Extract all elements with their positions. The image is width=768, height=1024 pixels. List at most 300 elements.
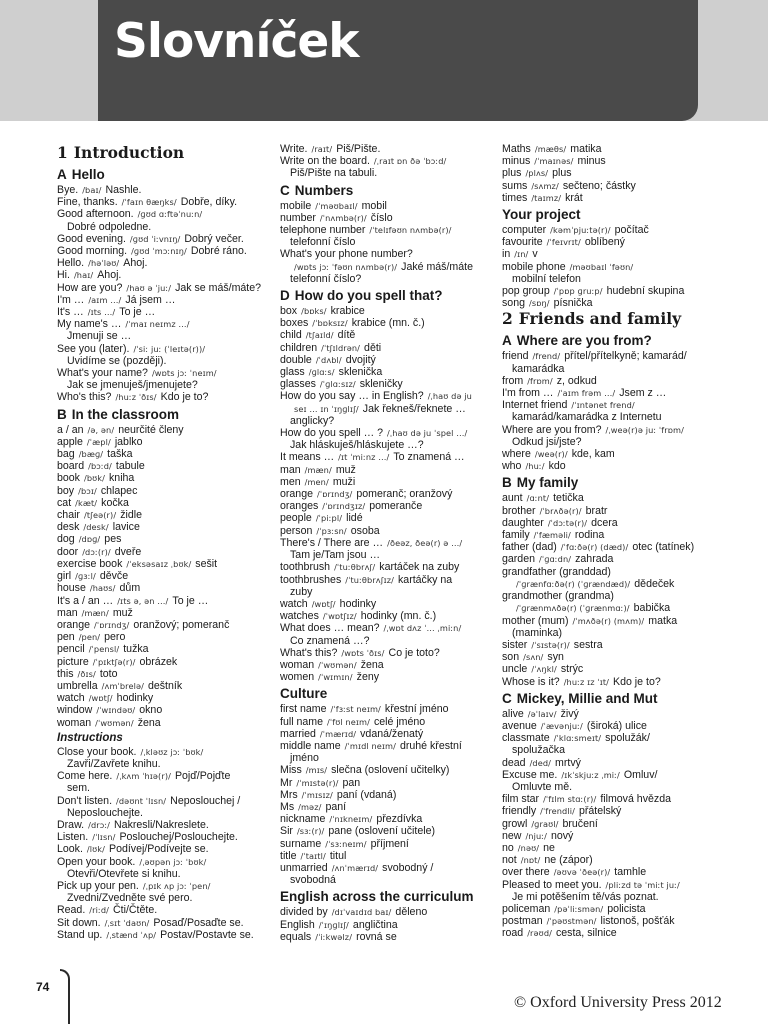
phonetic-transcription: /ˈɡɑːdn/ [539, 554, 572, 565]
glossary-entry [502, 460, 737, 472]
glossary-entry [502, 578, 737, 590]
phonetic-transcription: /məz/ [298, 801, 322, 812]
czech-translation: To je … [119, 306, 156, 319]
glossary-entry [57, 306, 273, 318]
glossary-entry [57, 656, 273, 668]
english-term: title [280, 849, 297, 862]
glossary-entry [502, 566, 737, 578]
czech-translation: spolužák/ [605, 732, 650, 745]
unit-title: Friends and family [518, 309, 682, 329]
czech-translation: Dobré ráno. [190, 245, 247, 258]
glossary-column-1 [57, 143, 273, 941]
phonetic-transcription: /ɪkˈskjuːz ˌmiː/ [561, 769, 620, 780]
english-term: alive [502, 707, 524, 720]
czech-translation: krabice (mn. č.) [351, 317, 425, 330]
czech-translation: muž [335, 463, 356, 476]
czech-translation: chlapec [100, 484, 138, 497]
glossary-entry [57, 717, 273, 729]
phonetic-transcription: /haɪ/ [73, 270, 94, 281]
czech-translation: děleno [395, 906, 428, 919]
english-term: number [280, 211, 316, 224]
section-title: Your project [502, 207, 581, 223]
english-term: orange [280, 488, 313, 501]
phonetic-transcription: /desk/ [83, 522, 109, 533]
english-term: My name's … [57, 318, 122, 331]
english-term: Read. [57, 904, 86, 917]
phonetic-transcription: /mæn/ [304, 464, 332, 475]
czech-translation: osoba [350, 524, 380, 537]
czech-translation: taška [107, 448, 133, 461]
page-number: 74 [36, 980, 50, 994]
phonetic-transcription: /ˈwɪmɪn/ [318, 672, 353, 683]
phonetic-transcription: /ʌmˈbrelə/ [101, 680, 144, 691]
english-term: Open your book. [57, 855, 136, 868]
phonetic-transcription: /frɒm/ [527, 375, 553, 386]
english-term: It means … [280, 451, 335, 464]
glossary-entry [502, 248, 737, 260]
english-term: no [502, 841, 514, 854]
phonetic-transcription: /ˈæpl/ [86, 436, 111, 447]
czech-translation: Poslouchej/Poslouchejte. [119, 831, 238, 844]
entry-continuation: anglicky? [290, 414, 335, 427]
english-term: It's … [57, 306, 84, 319]
czech-translation: hodinky [116, 692, 154, 705]
czech-translation: pane (oslovení učitele) [328, 825, 435, 838]
phonetic-transcription: /huːz ɪz ˈɪt/ [563, 676, 610, 687]
section-title: How do you spell that? [294, 288, 443, 304]
english-term: Don't listen. [57, 794, 113, 807]
czech-translation: Ahoj. [97, 269, 122, 282]
czech-translation: židle [120, 509, 142, 522]
glossary-entry [502, 492, 737, 504]
glossary-entry [57, 367, 273, 379]
phonetic-transcription: /ɡraʊl/ [531, 818, 559, 829]
english-term: song [502, 297, 525, 310]
english-term: grandfather (granddad) [502, 565, 611, 578]
glossary-entry [280, 427, 495, 439]
glossary-entry [502, 553, 737, 565]
english-term: pencil [57, 643, 85, 656]
czech-translation: Čti/Čtěte. [113, 904, 158, 917]
czech-translation: policista [607, 902, 646, 915]
entry-continuation: Jak hláskuješ/hláskujete …? [290, 439, 424, 452]
english-term: computer [502, 224, 547, 237]
phonetic-transcription: /riːd/ [89, 905, 109, 916]
section-title: Where are you from? [516, 333, 652, 349]
phonetic-transcription: /ˌhaʊ də ju ˈspel …/ [387, 428, 468, 439]
phonetic-transcription: /haʊs/ [89, 583, 116, 594]
entry-continuation: spolužačka [512, 744, 565, 757]
glossary-entry [57, 746, 273, 758]
glossary-entry [280, 610, 495, 622]
phonetic-transcription: /ˈɪŋɡlɪʃ/ [318, 919, 349, 930]
phonetic-transcription: /ˌhaʊ də ju [427, 391, 472, 402]
entry-continuation: Tam je/Tam jsou … [290, 549, 381, 562]
glossary-entry [280, 329, 495, 341]
english-term: father (dad) [502, 541, 557, 554]
english-term: favourite [502, 236, 543, 249]
phonetic-transcription: /huːz ˈðɪs/ [115, 392, 157, 403]
english-term: watch [57, 692, 85, 705]
czech-translation: skleničky [359, 378, 403, 391]
czech-translation: cesta, silnice [555, 927, 617, 940]
glossary-entry [280, 716, 495, 728]
phonetic-transcription: /ˈeksəsaɪz ˌbʊk/ [126, 558, 192, 569]
glossary-entry [57, 917, 273, 929]
phonetic-transcription: /nəʊ/ [517, 842, 540, 853]
phonetic-transcription: /wɒts ˈðɪs/ [341, 647, 385, 658]
english-term: divided by [280, 906, 328, 919]
czech-translation: kde, kam [571, 448, 615, 461]
phonetic-transcription: /ˈfrendli/ [540, 806, 575, 817]
glossary-entry [280, 813, 495, 825]
unit-heading [502, 309, 737, 329]
czech-translation: křestní jméno [384, 703, 449, 716]
glossary-entry [57, 282, 273, 294]
czech-translation: neurčité členy [118, 423, 184, 436]
czech-translation: obrázek [139, 655, 178, 668]
english-term: friend [502, 350, 529, 363]
entry-continuation: Neposlouchejte. [67, 806, 143, 819]
section-letter: C [502, 690, 512, 706]
entry-continuation: telefonní číslo [290, 236, 356, 249]
phonetic-transcription: /ˈsɪstə(r)/ [531, 639, 570, 650]
phonetic-transcription: /ˈwɪndəʊ/ [96, 705, 136, 716]
phonetic-transcription: /ˈfʊl neɪm/ [327, 716, 370, 727]
phonetic-transcription: /ˌwɒt dʌz ˈ… ˌmiːn/ [383, 623, 462, 634]
phonetic-transcription: /wɒts jɔː ˈfəʊn nʌmbə(r)/ [294, 261, 398, 272]
phonetic-transcription: /wɒtʃ/ [311, 598, 336, 609]
phonetic-transcription: /ˈɡrænfɑːðə(r) (ˈɡrændæd)/ [516, 578, 631, 589]
glossary-entry [280, 906, 495, 918]
unit-number: 1 [57, 143, 68, 162]
czech-translation: mobil [361, 199, 387, 212]
english-term: daughter [502, 516, 544, 529]
english-term: mobile phone [502, 260, 566, 273]
phonetic-transcription: /sʌmz/ [531, 180, 559, 191]
phonetic-transcription: /wɒts jɔː ˈneɪm/ [151, 368, 217, 379]
phonetic-transcription: /ded/ [529, 757, 552, 768]
section-title: Culture [280, 686, 328, 702]
glossary-entry [280, 789, 495, 801]
phonetic-transcription: /ðɪs/ [77, 668, 96, 679]
phonetic-transcription: /ˈtuːθbrʌʃɪz/ [345, 574, 394, 585]
czech-translation: Nakresli/Nakreslete. [114, 818, 209, 831]
section-letter: C [280, 182, 290, 198]
english-term: dead [502, 756, 526, 769]
glossary-entry [57, 196, 273, 208]
english-term: Maths [502, 143, 531, 155]
phonetic-transcription: /bɔːd/ [88, 461, 112, 472]
phonetic-transcription: /ˈfeɪvrɪt/ [546, 237, 581, 248]
english-term: child [280, 329, 302, 342]
english-term: person [280, 524, 313, 537]
czech-translation: děvče [99, 570, 129, 583]
czech-translation: dcera [591, 516, 618, 529]
phonetic-transcription: /bæɡ/ [78, 449, 104, 460]
english-term: unmarried [280, 861, 328, 874]
glossary-entry [502, 224, 737, 236]
english-term: glasses [280, 378, 316, 391]
english-term: over there [502, 866, 550, 879]
glossary-entry [502, 805, 737, 817]
glossary-entry [502, 866, 737, 878]
phonetic-transcription: /dɔː(r)/ [82, 546, 111, 557]
glossary-entry [502, 517, 737, 529]
copyright-footer: © Oxford University Press 2012 [514, 994, 722, 1011]
czech-translation: okno [139, 704, 163, 717]
glossary-entry [280, 703, 495, 715]
english-term: surname [280, 837, 322, 850]
phonetic-transcription: /men/ [304, 476, 329, 487]
glossary-entry [280, 500, 495, 512]
section-letter: B [502, 475, 512, 491]
section-heading [280, 288, 495, 304]
czech-translation: Co je toto? [388, 646, 440, 659]
glossary-entry [57, 184, 273, 196]
glossary-entry [280, 212, 495, 224]
english-term: sister [502, 638, 528, 651]
english-term: where [502, 448, 531, 461]
glossary-entry [502, 387, 737, 399]
czech-translation: krát [565, 191, 583, 204]
czech-translation: hodinky [339, 597, 377, 610]
english-term: umbrella [57, 679, 98, 692]
english-term: bag [57, 448, 75, 461]
glossary-entry [502, 285, 737, 297]
entry-continuation: Zavři/Zavřete knihu. [67, 757, 161, 770]
english-term: Whose is it? [502, 675, 560, 688]
entry-continuation: Jak se jmenuješ/jmenujete? [67, 379, 198, 392]
czech-translation: ne [543, 841, 555, 854]
phonetic-transcription: /bɔɪ/ [78, 485, 97, 496]
phonetic-transcription: /ˈpɒp ɡruːp/ [553, 286, 603, 297]
phonetic-transcription: /aɪm …/ [88, 294, 122, 305]
glossary-entry [502, 541, 737, 553]
glossary-entry [280, 224, 495, 236]
glossary-entry [280, 464, 495, 476]
english-term: family [502, 529, 530, 542]
phonetic-transcription: /ˈɒrɪndʒɪz/ [322, 501, 366, 512]
glossary-entry [280, 342, 495, 354]
english-term: Bye. [57, 184, 79, 196]
english-term: desk [57, 521, 80, 534]
czech-translation: slečna (oslovení učitelky) [331, 764, 450, 777]
glossary-entry [502, 143, 737, 155]
entry-continuation: Co znamená …? [290, 634, 370, 647]
czech-translation: matka [648, 614, 678, 627]
phonetic-transcription: /rəʊd/ [527, 928, 552, 939]
english-term: cat [57, 496, 72, 509]
phonetic-transcription: /ˈfɪlm stɑː(r)/ [543, 794, 597, 805]
entry-continuation: Omluvte mě. [512, 780, 573, 793]
glossary-entry [57, 607, 273, 619]
glossary-entry [502, 261, 737, 273]
english-term: Who's this? [57, 391, 112, 404]
glossary-entry [502, 842, 737, 854]
glossary-entry [57, 521, 273, 533]
english-term: There's / There are … [280, 536, 384, 549]
phonetic-transcription: /ˌraɪt ɒn ðə ˈbɔːd/ [373, 156, 447, 167]
czech-translation: vdaná/ženatý [360, 727, 424, 740]
english-term: full name [280, 715, 323, 728]
glossary-entry [57, 619, 273, 631]
glossary-entry [57, 856, 273, 868]
czech-translation: kniha [109, 472, 135, 485]
phonetic-transcription: /ɪt ˈmiːnz …/ [338, 452, 390, 463]
phonetic-transcription: /pliːzd tə ˈmiːt juː/ [605, 879, 680, 890]
english-term: Miss [280, 764, 302, 777]
english-term: girl [57, 570, 72, 583]
czech-translation: krabice [330, 305, 365, 318]
english-term: door [57, 545, 79, 558]
czech-translation: paní [325, 800, 347, 813]
phonetic-transcription: /əʊvə ˈðeə(r)/ [553, 867, 611, 878]
phonetic-transcription: /ˈɡrænmʌðə(r) (ˈɡrænmɑː)/ [516, 603, 630, 614]
english-term: board [57, 460, 85, 473]
phonetic-transcription: /ɡʊd ˈmɔːnɪŋ/ [131, 246, 187, 257]
section-heading [502, 691, 737, 707]
english-term: telephone number [280, 224, 366, 237]
glossary-entry [502, 590, 737, 602]
glossary-entry [280, 317, 495, 329]
phonetic-transcription: /ˈmaɪnəs/ [534, 156, 574, 167]
czech-translation: tamhle [614, 866, 647, 879]
glossary-entry [280, 728, 495, 740]
phonetic-transcription: /ɪts ə, ən …/ [117, 595, 169, 606]
phonetic-transcription: /ɑːnt/ [526, 493, 550, 504]
phonetic-transcription: /ˈbrʌðə(r)/ [539, 505, 582, 516]
czech-translation: dědeček [634, 577, 675, 590]
czech-translation: Pojď/Pojďte [174, 770, 231, 783]
phonetic-transcription: /ʌnˈmærɪd/ [331, 862, 379, 873]
czech-translation: ženy [356, 671, 380, 684]
english-term: sums [502, 179, 528, 192]
english-term: mother (mum) [502, 614, 569, 627]
czech-translation: sečteno; částky [562, 179, 636, 192]
section-letter: A [57, 167, 67, 182]
section-heading [502, 475, 737, 491]
czech-translation: přátelský [578, 805, 622, 818]
phonetic-transcription: /ˈmɪdl neɪm/ [344, 740, 396, 751]
czech-translation: svobodný / [382, 861, 434, 874]
glossary-entry [57, 843, 273, 855]
english-term: Excuse me. [502, 768, 558, 781]
phonetic-transcription: /ˈtʃɪldrən/ [321, 342, 361, 353]
czech-translation: číslo [370, 211, 393, 224]
czech-translation: rovná se [356, 930, 397, 943]
phonetic-transcription: /ˈklɑːsmeɪt/ [553, 733, 602, 744]
czech-translation: deštník [147, 679, 183, 692]
phonetic-transcription: /ˈpiːpl/ [315, 513, 343, 524]
czech-translation: oblíbený [584, 236, 625, 249]
english-term: from [502, 374, 524, 387]
czech-translation: Jak se máš/máte? [175, 281, 262, 294]
english-term: book [57, 472, 80, 485]
czech-translation: z, odkud [556, 374, 597, 387]
entry-continuation: sem. [67, 782, 90, 795]
glossary-entry [57, 631, 273, 643]
phonetic-transcription: /ˈsɜːneɪm/ [325, 838, 367, 849]
czech-translation: Jsem z … [619, 387, 667, 400]
english-term: woman [57, 716, 92, 729]
phonetic-transcription: /ˈmɪstə(r)/ [296, 777, 339, 788]
english-term: Write. [280, 143, 308, 155]
czech-translation: tetička [553, 492, 584, 505]
glossary-entry [57, 436, 273, 448]
phonetic-transcription: /ˈmærɪd/ [319, 728, 357, 739]
phonetic-transcription: /ˈtelɪfəʊn nʌmbə(r)/ [369, 225, 452, 236]
glossary-entry [57, 795, 273, 807]
entry-continuation: jméno [290, 752, 319, 765]
phonetic-transcription: /ˈpəʊstmən/ [546, 916, 597, 927]
glossary-entry [280, 248, 495, 260]
czech-translation: kočka [101, 496, 129, 509]
phonetic-transcription: /ˈwɒtʃɪz/ [322, 611, 357, 622]
glossary-entry [57, 269, 273, 281]
glossary-entry [57, 460, 273, 472]
english-term: toothbrush [280, 561, 331, 574]
glossary-entry [57, 880, 273, 892]
phonetic-transcription: /ɪn/ [514, 249, 529, 260]
glossary-entry [280, 261, 495, 273]
english-term: Mrs [280, 788, 298, 801]
glossary-entry [280, 525, 495, 537]
glossary-entry [57, 485, 273, 497]
phonetic-transcription: /ˈɪntənet frend/ [571, 400, 635, 411]
glossary-entry [502, 297, 737, 309]
czech-translation: Dobře, díky. [180, 196, 238, 209]
phonetic-transcription: /ɡʊd ˈiːvnɪŋ/ [129, 233, 181, 244]
glossary-entry [280, 777, 495, 789]
section-title: Mickey, Millie and Mut [516, 690, 658, 706]
english-term: first name [280, 703, 327, 716]
section-title: Hello [71, 167, 105, 182]
phonetic-transcription: /tʃeə(r)/ [83, 510, 117, 521]
english-term: Write on the board. [280, 155, 370, 168]
czech-translation: sešit [195, 557, 218, 570]
glossary-entry [502, 192, 737, 204]
english-term: Look. [57, 843, 83, 856]
glossary-entry [280, 919, 495, 931]
english-term: film star [502, 793, 540, 806]
english-term: Listen. [57, 831, 89, 844]
english-term: orange [57, 618, 90, 631]
phonetic-transcription: /ˈiːkwəlz/ [315, 931, 353, 942]
czech-translation: celé jméno [373, 715, 426, 728]
phonetic-transcription: /ˈnʌmbə(r)/ [319, 212, 367, 223]
czech-translation: Dobrý večer. [184, 232, 244, 245]
english-term: See you (later). [57, 342, 130, 355]
glossary-entry [280, 305, 495, 317]
english-term: man [280, 463, 301, 476]
glossary-entry [57, 770, 273, 782]
glossary-entry [502, 854, 737, 866]
phonetic-transcription: /ɡʊd ɑːftəˈnuːn/ [137, 209, 203, 220]
glossary-entry [57, 582, 273, 594]
english-term: who [502, 460, 522, 473]
glossary-entry [502, 615, 737, 627]
english-term: How do you spell … ? [280, 427, 384, 440]
glossary-entry [502, 236, 737, 248]
phonetic-transcription: /ɡɜːl/ [75, 571, 96, 582]
czech-translation: sklenička [338, 366, 383, 379]
glossary-entry [280, 622, 495, 634]
czech-translation: příjmení [370, 837, 409, 850]
czech-translation: Piš/Pište. [336, 143, 381, 155]
english-term: road [502, 927, 524, 940]
phonetic-transcription: /ˈævənjuː/ [540, 720, 583, 731]
